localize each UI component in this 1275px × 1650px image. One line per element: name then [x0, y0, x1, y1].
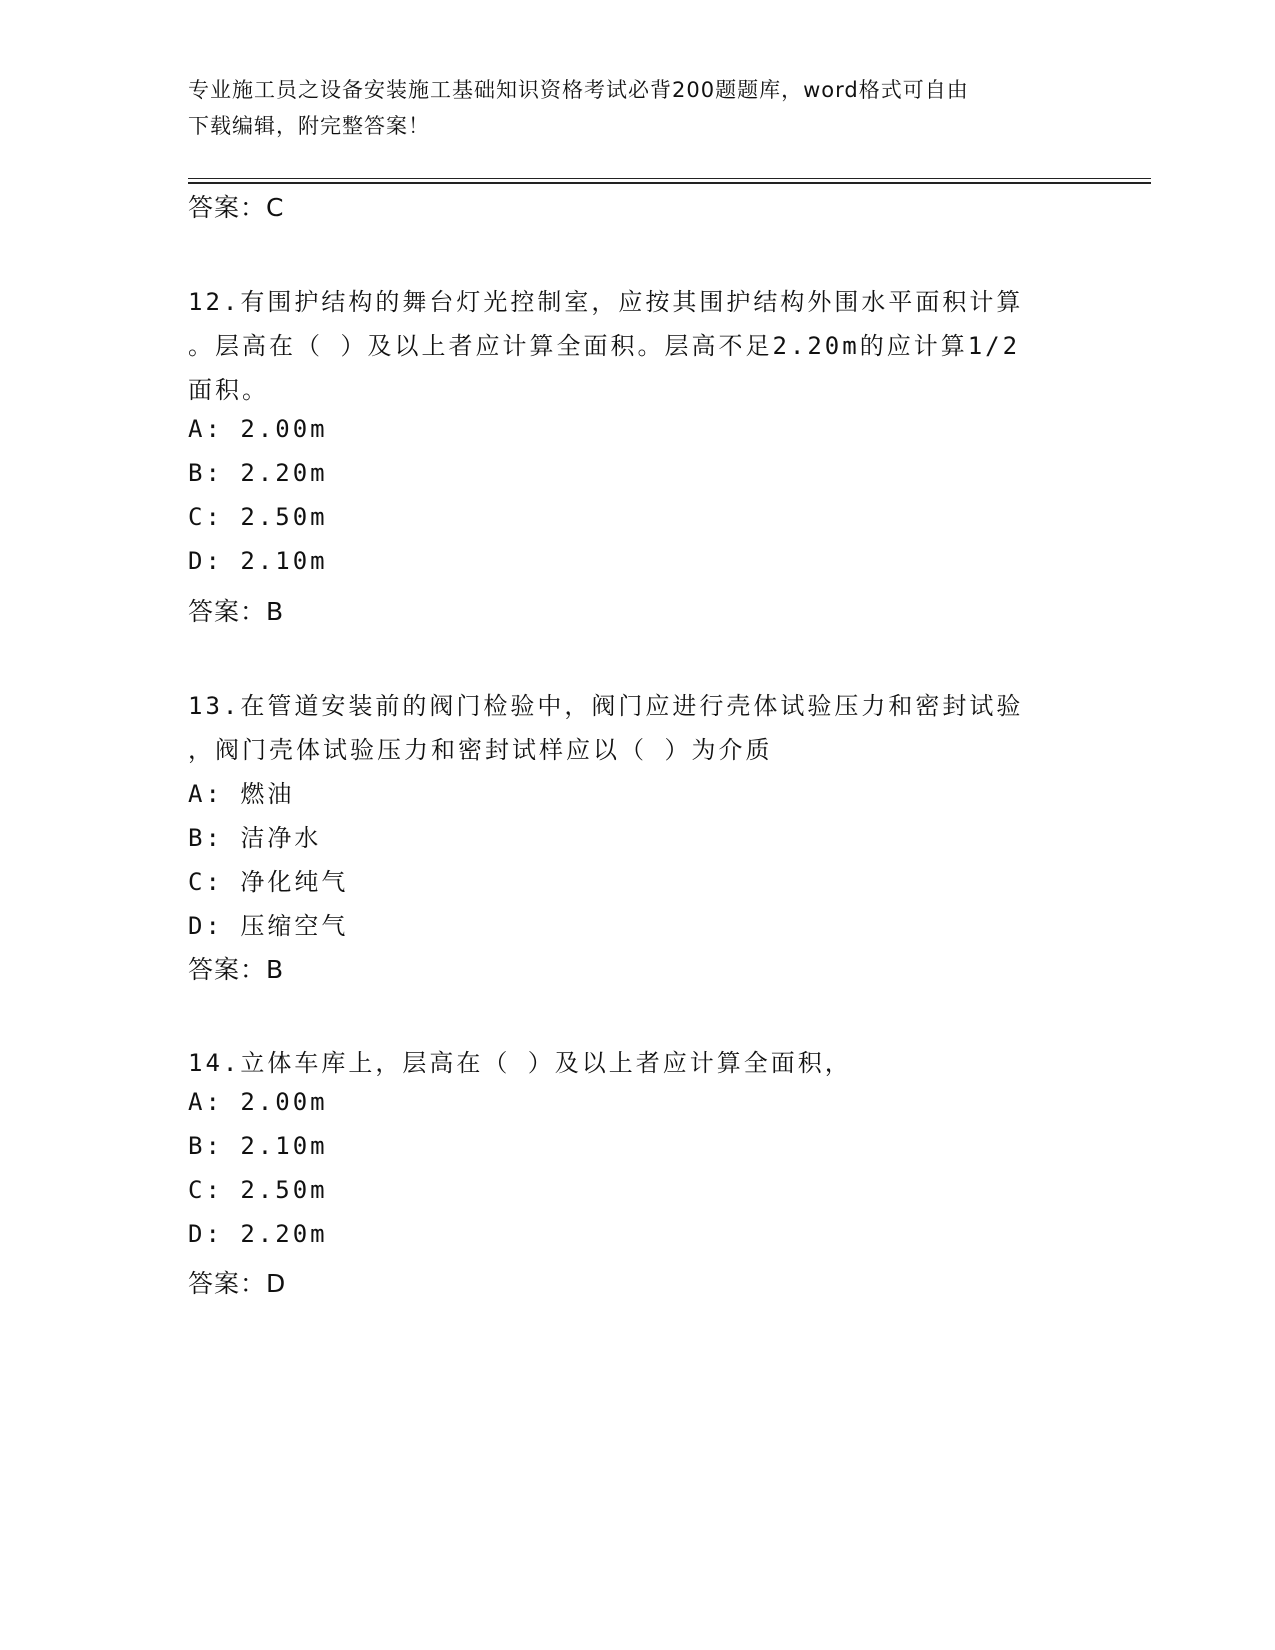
question-14-option-b: B: 2.10m	[188, 1132, 328, 1160]
header-rule-thin	[188, 178, 1151, 179]
header-line-2: 下载编辑，附完整答案！	[188, 114, 430, 138]
question-12-option-d: D: 2.10m	[188, 547, 328, 575]
question-13-option-c: C: 净化纯气	[188, 868, 349, 896]
question-12-option-a: A: 2.00m	[188, 415, 328, 443]
question-13-answer: 答案：B	[188, 955, 285, 984]
header-rule-thick	[188, 182, 1151, 184]
question-12-option-b: B: 2.20m	[188, 459, 328, 487]
question-14-option-c: C: 2.50m	[188, 1176, 328, 1204]
page-header	[188, 72, 1088, 144]
question-12-line-3: 面积。	[188, 376, 269, 404]
question-12-line-1: 12.有围护结构的舞台灯光控制室，应按其围护结构外围水平面积计算	[188, 288, 1024, 316]
question-13-option-d: D: 压缩空气	[188, 912, 349, 940]
question-14-option-a: A: 2.00m	[188, 1088, 328, 1116]
question-13-option-a: A: 燃油	[188, 780, 295, 808]
question-12-option-c: C: 2.50m	[188, 503, 328, 531]
question-13-line-1: 13.在管道安装前的阀门检验中，阀门应进行壳体试验压力和密封试验	[188, 692, 1024, 720]
question-13-option-b: B: 洁净水	[188, 824, 322, 852]
header-line-1: 专业施工员之设备安装施工基础知识资格考试必背200题题库，word格式可自由	[188, 78, 969, 102]
question-14-answer: 答案：D	[188, 1269, 287, 1298]
question-14-option-d: D: 2.20m	[188, 1220, 328, 1248]
question-12-answer: 答案：B	[188, 597, 285, 626]
question-13-line-2: ，阀门壳体试验压力和密封试样应以（ ）为介质	[188, 736, 773, 764]
previous-answer: 答案：C	[188, 193, 285, 222]
question-12-line-2: 。层高在（ ）及以上者应计算全面积。层高不足2.20m的应计算1/2	[188, 332, 1021, 360]
question-14-line-1: 14.立体车库上，层高在（ ）及以上者应计算全面积，	[188, 1049, 852, 1077]
